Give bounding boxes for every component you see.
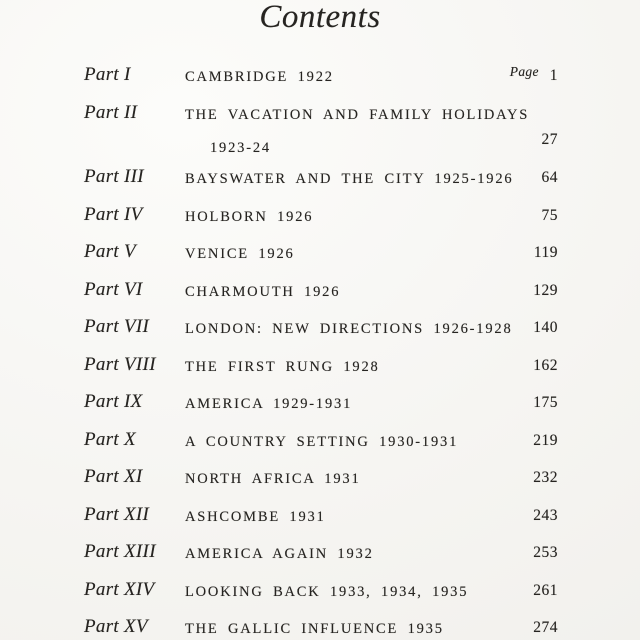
page-number: 162 xyxy=(533,356,558,374)
chapter-title: CAMBRIDGE 1922 xyxy=(185,69,334,85)
toc-row xyxy=(84,427,558,465)
chapter-title: BAYSWATER AND THE CITY 1925-1926 xyxy=(185,171,514,187)
chapter-title: THE VACATION AND FAMILY HOLIDAYS 1923-24 xyxy=(185,100,558,164)
part-label: Part X xyxy=(84,428,136,450)
page-number: 253 xyxy=(533,544,558,561)
part-label: Part XIV xyxy=(84,578,155,600)
toc-row xyxy=(84,577,558,615)
toc-row xyxy=(84,614,558,640)
part-label: Part IX xyxy=(84,391,143,412)
toc-row xyxy=(84,539,558,577)
toc-row xyxy=(84,164,558,202)
part-label: Part XIII xyxy=(84,541,156,562)
part-label: Part I xyxy=(84,64,131,85)
toc-row xyxy=(84,464,558,502)
toc-row xyxy=(84,314,558,352)
page-column-label: Page xyxy=(509,64,539,79)
page-number: 232 xyxy=(533,469,558,486)
page-number: 64 xyxy=(541,169,558,186)
page-number: 119 xyxy=(533,244,558,261)
page-number: 27 xyxy=(541,131,558,148)
part-label: Part VI xyxy=(84,278,143,300)
page-number: 175 xyxy=(533,394,558,411)
page-number: 1 xyxy=(549,67,558,84)
part-label: Part V xyxy=(84,241,136,262)
page-title: Contents xyxy=(259,0,381,35)
part-label: Part II xyxy=(84,102,138,123)
chapter-title: A COUNTRY SETTING 1930-1931 xyxy=(185,433,459,450)
page-number: 274 xyxy=(533,619,558,636)
toc-row xyxy=(84,202,558,240)
chapter-title: LONDON: NEW DIRECTIONS 1926-1928 xyxy=(185,321,513,337)
part-label: Part III xyxy=(84,166,144,187)
toc-row xyxy=(84,389,558,427)
part-label: Part XII xyxy=(84,503,150,525)
toc-row xyxy=(84,352,558,390)
part-label: Part VIII xyxy=(84,353,156,375)
part-label: Part IV xyxy=(84,203,143,225)
part-label: Part XV xyxy=(84,616,148,637)
toc-row xyxy=(84,62,558,100)
chapter-title: AMERICA AGAIN 1932 xyxy=(185,546,374,562)
toc-row xyxy=(84,277,558,315)
chapter-title: ASHCOMBE 1931 xyxy=(185,508,326,525)
chapter-title: LOOKING BACK 1933, 1934, 1935 xyxy=(185,583,469,600)
chapter-title: THE GALLIC INFLUENCE 1935 xyxy=(185,621,444,637)
chapter-title: AMERICA 1929-1931 xyxy=(185,396,353,412)
toc-row xyxy=(84,100,558,164)
toc-row xyxy=(84,239,558,277)
page-number: 75 xyxy=(541,206,558,224)
toc-row xyxy=(84,502,558,540)
page-cell xyxy=(510,62,558,86)
page-number: 243 xyxy=(533,506,558,524)
chapter-title: THE FIRST RUNG 1928 xyxy=(185,358,380,375)
table-of-contents xyxy=(84,62,558,640)
page-number: 129 xyxy=(533,281,558,299)
chapter-title-line2: 1923-24 xyxy=(210,140,271,156)
chapter-title: CHARMOUTH 1926 xyxy=(185,283,341,300)
page-number: 219 xyxy=(533,431,558,449)
part-label: Part XI xyxy=(84,466,143,487)
chapter-title: NORTH AFRICA 1931 xyxy=(185,471,361,487)
part-label: Part VII xyxy=(84,316,150,337)
page-number: 140 xyxy=(533,319,558,336)
page-number: 261 xyxy=(533,581,558,599)
chapter-title: HOLBORN 1926 xyxy=(185,208,314,225)
chapter-title: VENICE 1926 xyxy=(185,246,295,262)
